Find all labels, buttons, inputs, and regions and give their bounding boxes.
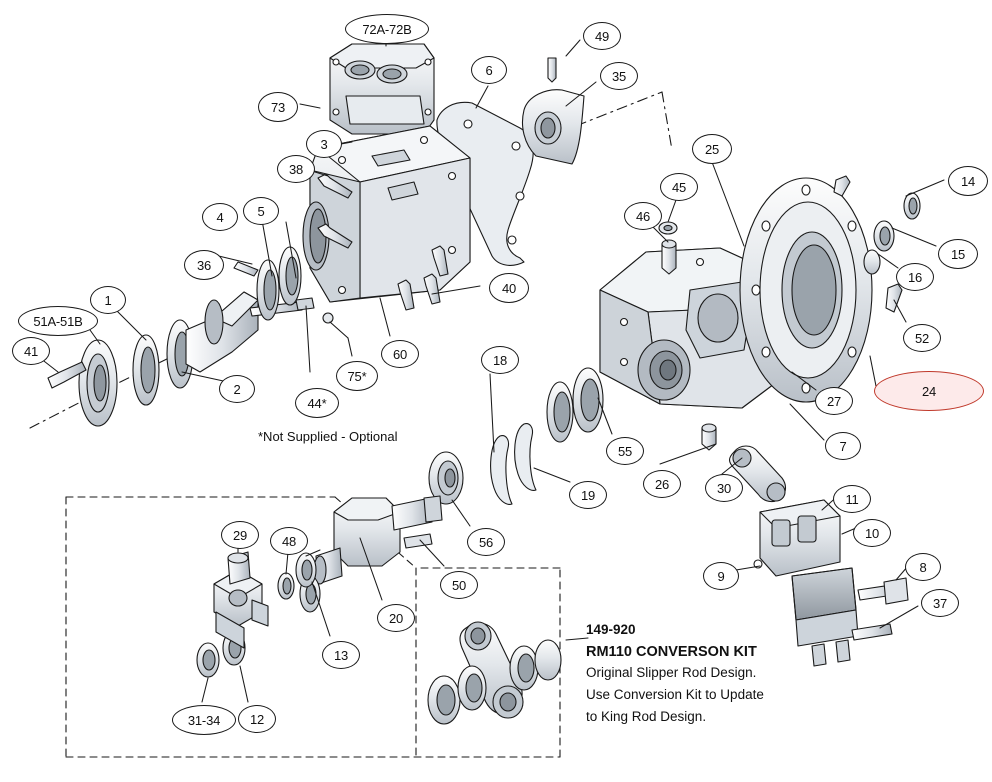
callout-18[interactable]: 18: [481, 346, 519, 374]
callout-15[interactable]: 15: [938, 239, 978, 269]
footnote-not-supplied: *Not Supplied - Optional: [258, 429, 398, 444]
kit-line-2: Use Conversion Kit to Update: [586, 687, 764, 702]
callout-6[interactable]: 6: [471, 56, 507, 84]
callout-14[interactable]: 14: [948, 166, 988, 196]
callout-50[interactable]: 50: [440, 571, 478, 599]
callout-46[interactable]: 46: [624, 202, 662, 230]
callout-13[interactable]: 13: [322, 641, 360, 669]
callout-40[interactable]: 40: [489, 273, 529, 303]
callout-44-[interactable]: 44*: [295, 388, 339, 418]
callout-5[interactable]: 5: [243, 197, 279, 225]
callout-9[interactable]: 9: [703, 562, 739, 590]
callout-72a-72b[interactable]: 72A-72B: [345, 14, 429, 44]
callout-10[interactable]: 10: [853, 519, 891, 547]
callout-49[interactable]: 49: [583, 22, 621, 50]
callout-8[interactable]: 8: [905, 553, 941, 581]
callout-75-[interactable]: 75*: [336, 361, 378, 391]
callout-12[interactable]: 12: [238, 705, 276, 733]
callout-31-34[interactable]: 31-34: [172, 705, 236, 735]
callout-27[interactable]: 27: [815, 387, 853, 415]
callout-41[interactable]: 41: [12, 337, 50, 365]
callout-51a-51b[interactable]: 51A-51B: [18, 306, 98, 336]
callout-25[interactable]: 25: [692, 134, 732, 164]
kit-line-3: to King Rod Design.: [586, 709, 707, 724]
callout-7[interactable]: 7: [825, 432, 861, 460]
callout-52[interactable]: 52: [903, 324, 941, 352]
callout-26[interactable]: 26: [643, 470, 681, 498]
kit-title: RM110 CONVERSON KIT: [586, 644, 757, 660]
callout-73[interactable]: 73: [258, 92, 298, 122]
callout-45[interactable]: 45: [660, 173, 698, 201]
callout-48[interactable]: 48: [270, 527, 308, 555]
callout-56[interactable]: 56: [467, 528, 505, 556]
callout-60[interactable]: 60: [381, 340, 419, 368]
kit-line-1: Original Slipper Rod Design.: [586, 665, 757, 680]
callout-35[interactable]: 35: [600, 62, 638, 90]
callout-30[interactable]: 30: [705, 474, 743, 502]
callout-4[interactable]: 4: [202, 203, 238, 231]
callout-29[interactable]: 29: [221, 521, 259, 549]
callout-3[interactable]: 3: [306, 130, 342, 158]
callout-38[interactable]: 38: [277, 155, 315, 183]
callout-24[interactable]: 24: [874, 371, 984, 411]
callout-37[interactable]: 37: [921, 589, 959, 617]
callout-11[interactable]: 11: [833, 485, 871, 513]
kit-part-number: 149-920: [586, 622, 636, 637]
callout-20[interactable]: 20: [377, 604, 415, 632]
callout-16[interactable]: 16: [896, 263, 934, 291]
callout-55[interactable]: 55: [606, 437, 644, 465]
callout-2[interactable]: 2: [219, 375, 255, 403]
callout-19[interactable]: 19: [569, 481, 607, 509]
callout-1[interactable]: 1: [90, 286, 126, 314]
callout-36[interactable]: 36: [184, 250, 224, 280]
